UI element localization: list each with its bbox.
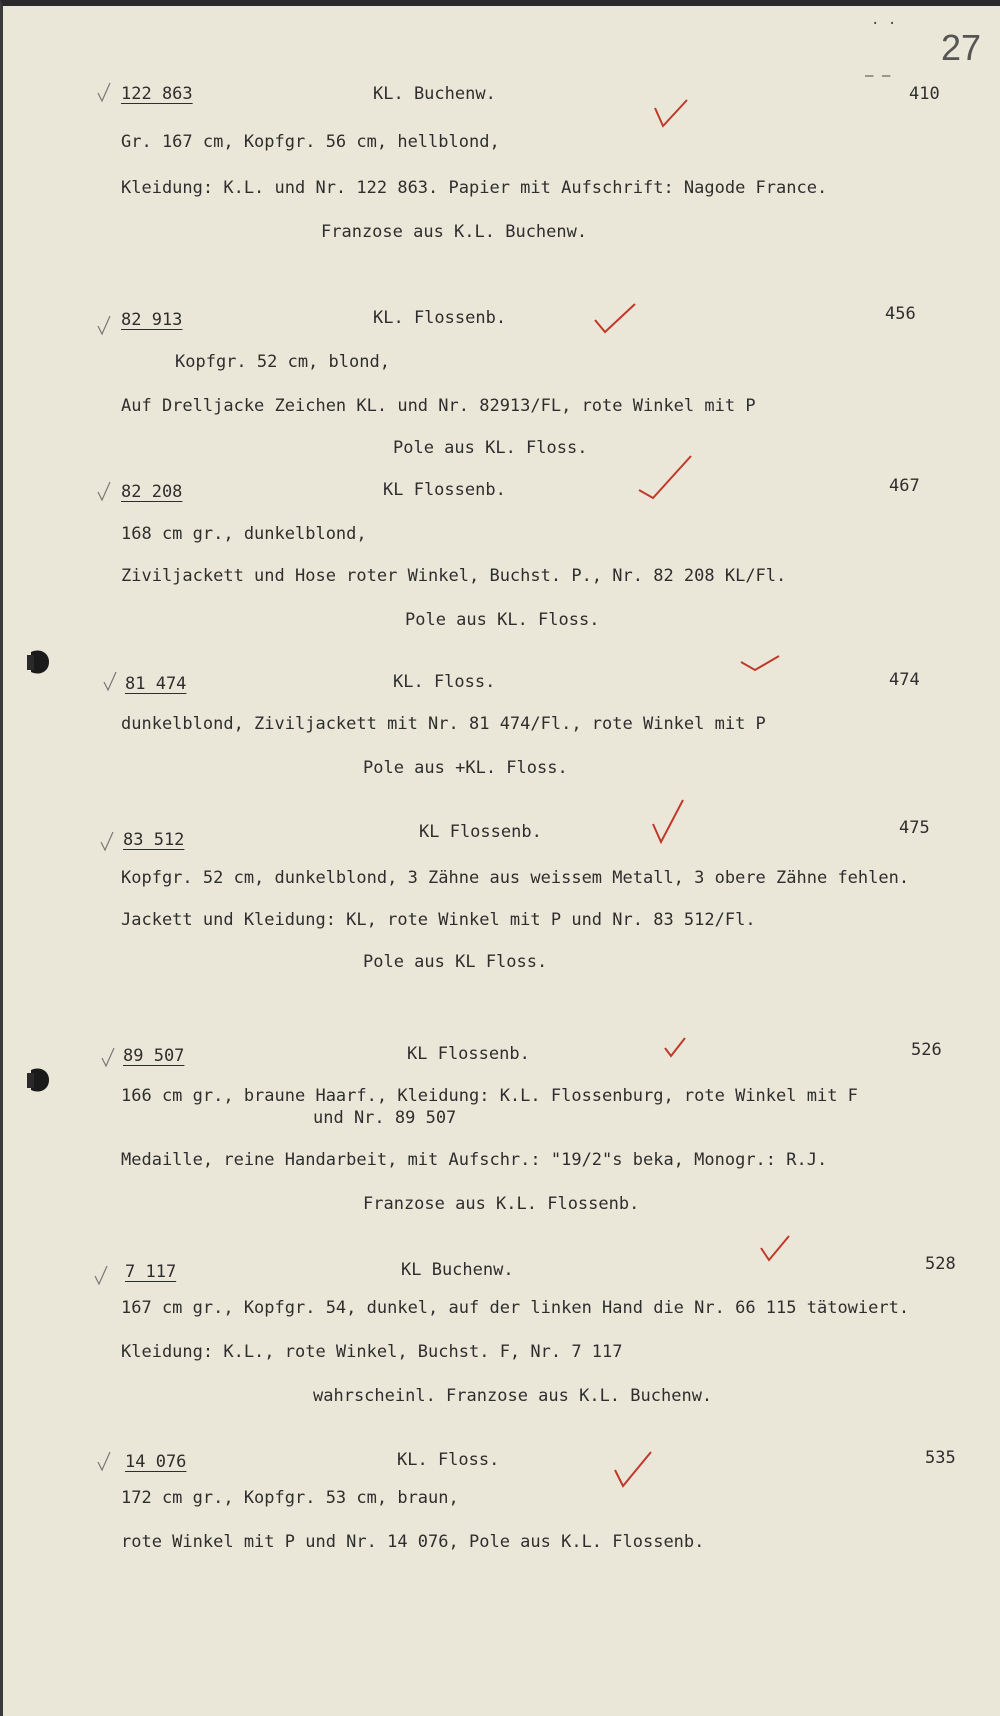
description-line: Medaille, reine Handarbeit, mit Aufschr.: "19/2"s beka, Monogr.: R.J.	[121, 1150, 828, 1170]
record-number: 14 076	[125, 1452, 187, 1472]
pencil-check-icon	[96, 1450, 112, 1472]
reference-number: 526	[911, 1040, 942, 1060]
description-line: dunkelblond, Ziviljackett mit Nr. 81 474/Fl., rote Winkel mit P	[121, 714, 766, 734]
record-number: 82 208	[121, 482, 183, 502]
camp-name: KL Flossenb.	[383, 480, 506, 500]
record-summary: Pole aus +KL. Floss.	[363, 758, 568, 778]
record-summary: Pole aus KL. Floss.	[405, 610, 600, 630]
punch-hole-mark	[25, 646, 53, 678]
description-line: Kopfgr. 52 cm, dunkelblond, 3 Zähne aus weissem Metall, 3 obere Zähne fehlen.	[121, 868, 910, 888]
description-line: Kleidung: K.L. und Nr. 122 863. Papier mit Aufschrift: Nagode France.	[121, 178, 828, 198]
camp-name: KL. Buchenw.	[373, 84, 496, 104]
red-checkmark-icon	[651, 798, 685, 846]
camp-name: KL. Flossenb.	[373, 308, 507, 328]
reference-number: 535	[925, 1448, 956, 1468]
pencil-check-icon	[96, 314, 112, 336]
description-line: Auf Drelljacke Zeichen KL. und Nr. 82913/FL, rote Winkel mit P	[121, 396, 756, 416]
record-number: 122 863	[121, 84, 193, 104]
description-line: rote Winkel mit P und Nr. 14 076, Pole aus K.L. Flossenb.	[121, 1532, 705, 1552]
camp-name: KL. Floss.	[397, 1450, 500, 1470]
record-summary: wahrscheinl. Franzose aus K.L. Buchenw.	[313, 1386, 713, 1406]
record-number: 82 913	[121, 310, 183, 330]
red-checkmark-icon	[613, 1450, 653, 1490]
reference-number: 467	[889, 476, 920, 496]
reference-number: 456	[885, 304, 916, 324]
description-line: 167 cm gr., Kopfgr. 54, dunkel, auf der linken Hand die Nr. 66 115 tätowiert.	[121, 1298, 910, 1318]
pencil-check-icon	[96, 480, 112, 502]
red-checkmark-icon	[663, 1036, 687, 1058]
pencil-marks: · ·	[871, 16, 897, 32]
camp-name: KL Buchenw.	[401, 1260, 514, 1280]
record-summary: Pole aus KL Floss.	[363, 952, 548, 972]
camp-name: KL. Floss.	[393, 672, 496, 692]
reference-number: 474	[889, 670, 920, 690]
description-line: Kleidung: K.L., rote Winkel, Buchst. F, Nr. 7 117	[121, 1342, 623, 1362]
record-number: 7 117	[125, 1262, 177, 1282]
description-line: und Nr. 89 507	[313, 1108, 457, 1128]
description-line: 172 cm gr., Kopfgr. 53 cm, braun,	[121, 1488, 459, 1508]
camp-name: KL Flossenb.	[419, 822, 542, 842]
pencil-check-icon	[96, 81, 112, 103]
pencil-check-icon	[99, 830, 115, 852]
reference-number: 410	[909, 84, 940, 104]
description-line: 166 cm gr., braune Haarf., Kleidung: K.L. Flossenburg, rote Winkel mit F	[121, 1086, 858, 1106]
record-number: 83 512	[123, 830, 185, 850]
red-checkmark-icon	[593, 302, 637, 336]
punch-hole-mark	[25, 1064, 53, 1096]
record-summary: Pole aus KL. Floss.	[393, 438, 588, 458]
description-line: 168 cm gr., dunkelblond,	[121, 524, 367, 544]
page-number: 27	[941, 27, 982, 68]
record-number: 81 474	[125, 674, 187, 694]
description-line: Ziviljackett und Hose roter Winkel, Buchst. P., Nr. 82 208 KL/Fl.	[121, 566, 787, 586]
red-checkmark-icon	[739, 654, 781, 674]
pencil-check-icon	[102, 670, 118, 692]
red-checkmark-icon	[637, 454, 693, 502]
description-line: Kopfgr. 52 cm, blond,	[175, 352, 390, 372]
record-number: 89 507	[123, 1046, 185, 1066]
reference-number: 528	[925, 1254, 956, 1274]
record-summary: Franzose aus K.L. Buchenw.	[321, 222, 588, 242]
pencil-marks: – –	[865, 68, 891, 84]
pencil-check-icon	[100, 1046, 116, 1068]
record-summary: Franzose aus K.L. Flossenb.	[363, 1194, 640, 1214]
pencil-check-icon	[93, 1264, 109, 1286]
reference-number: 475	[899, 818, 930, 838]
red-checkmark-icon	[653, 98, 689, 130]
red-checkmark-icon	[759, 1234, 791, 1264]
description-line: Gr. 167 cm, Kopfgr. 56 cm, hellblond,	[121, 132, 500, 152]
description-line: Jackett und Kleidung: KL, rote Winkel mit P und Nr. 83 512/Fl.	[121, 910, 756, 930]
camp-name: KL Flossenb.	[407, 1044, 530, 1064]
